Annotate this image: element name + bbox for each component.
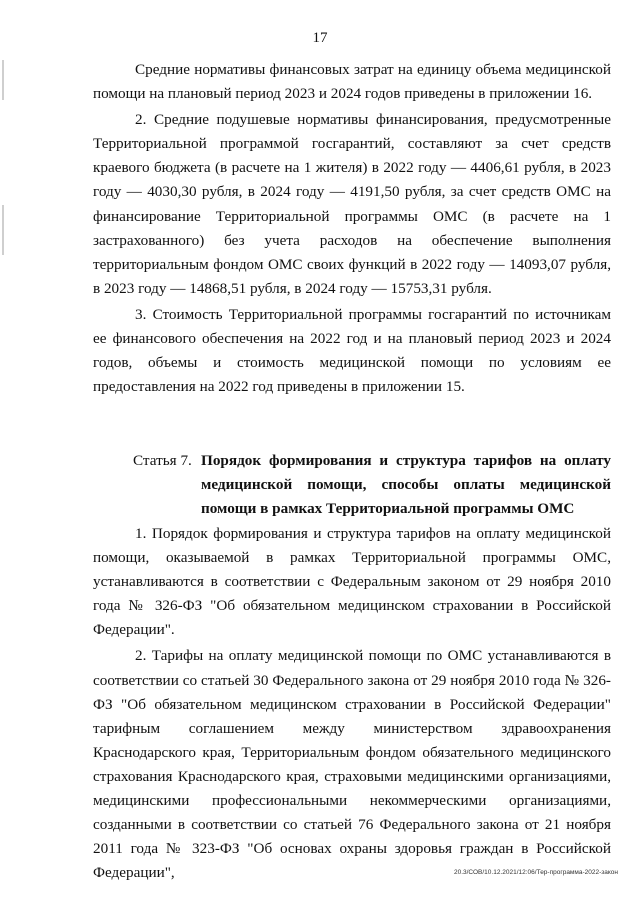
margin-mark-lower: [2, 205, 4, 255]
body-text-top: [93, 58, 611, 399]
article-heading: [93, 449, 611, 521]
margin-mark-upper: [2, 60, 4, 100]
body-text-bottom: [93, 522, 611, 885]
page-number: 17: [312, 30, 328, 46]
article-title: Порядок формирования и структура тарифов на оплату медицинской помощи, способы оплаты медицинской помощи в рамках Территориальной программы ОМС: [201, 452, 611, 518]
paragraph: Средние нормативы финансовых затрат на единицу объема медицинской помощи на плановый период 2023 и 2024 годов приведены в приложении 16.: [93, 61, 611, 103]
article-label: Статья 7.: [133, 452, 192, 469]
document-reference: 20.3/СОВ/10.12.2021/12:06/Тер-программа-2022-закон: [453, 869, 618, 876]
paragraph: 1. Порядок формирования и структура тарифов на оплату медицинской помощи, оказываемой в рамках Территориальной программы ОМС, устанавливаются в соответствии с Федеральным законом от 29 ноября 2010 года № 326-ФЗ "Об обязательном медицинском страховании в Российской Федерации".: [93, 525, 611, 639]
paragraph: 2. Средние подушевые нормативы финансирования, предусмотренные Территориальной программой госгарантий, составляют за счет средств краевого бюджета (в расчете на 1 жителя) в 2022 году — 4406,61 рубля, в 2023 году — 4030,30 рубля, в 2024 году — 4191,50 рубля, за счет средств ОМС на финансирование Территориальной программы ОМС (в расчете на 1 застрахованного) без учета расходов на обеспечение выполнения территориальным фондом ОМС своих функций в 2022 году — 14093,07 рубля, в 2023 году — 14868,51 рубля, в 2024 году — 15753,31 рубля.: [93, 111, 611, 297]
paragraph: 3. Стоимость Территориальной программы госгарантий по источникам ее финансового обеспечения на 2022 год и на плановый период 2023 и 2024 годов, объемы и стоимость медицинской помощи по условиям ее предоставления на 2022 год приведены в приложении 15.: [93, 305, 611, 396]
paragraph: 2. Тарифы на оплату медицинской помощи по ОМС устанавливаются в соответствии со статьей 30 Федерального закона от 29 ноября 2010 года № 326-ФЗ "Об обязательном медицинском страховании в Российской Федерации" тарифным соглашением между министерством здравоохранения Краснодарского края, Территориальным фондом обязательного медицинского страхования Краснодарского края, страховыми медицинскими организациями, медицинскими профессиональными некоммерческими организациями, созданными в соответствии со статьей 76 Федерального закона от 21 ноября 2011 года № 323-ФЗ "Об основах охраны здоровья граждан в Российской Федерации",: [93, 647, 611, 882]
